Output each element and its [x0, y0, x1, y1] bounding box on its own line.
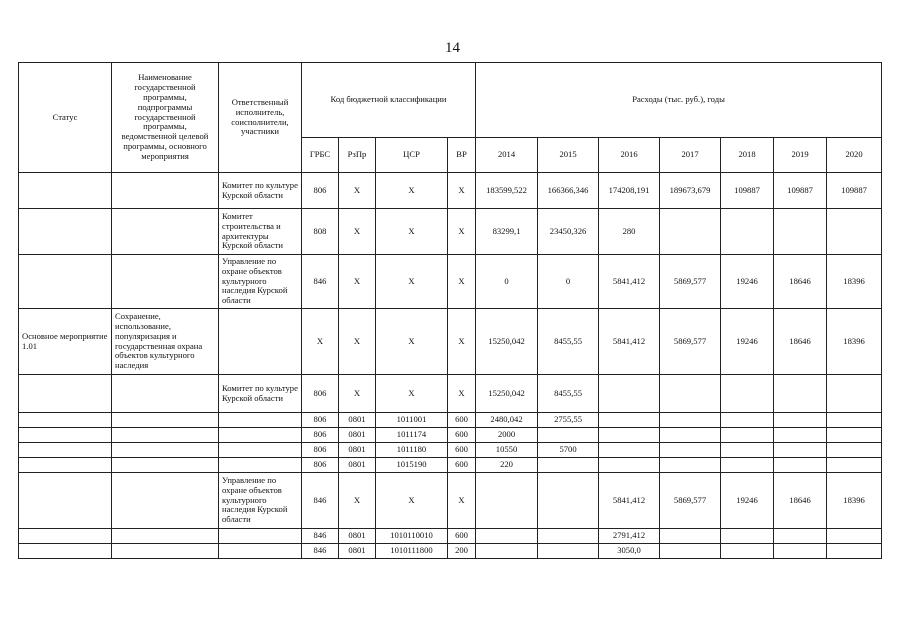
csr-cell: Х	[376, 209, 448, 255]
rzpr-cell: Х	[339, 473, 376, 529]
expense-cell	[476, 473, 538, 529]
executor-cell	[219, 428, 302, 443]
grbs-cell: 806	[302, 443, 339, 458]
executor-cell	[219, 529, 302, 544]
expense-cell	[599, 428, 660, 443]
expense-cell	[827, 544, 882, 559]
executor-cell: Управление по охране объектов культурного наследия Курской области	[219, 473, 302, 529]
name-cell	[112, 473, 219, 529]
expense-cell	[774, 209, 827, 255]
status-cell	[19, 375, 112, 413]
grbs-cell: 846	[302, 544, 339, 559]
expense-cell	[827, 413, 882, 428]
header-year: 2015	[538, 138, 599, 173]
rzpr-cell: 0801	[339, 458, 376, 473]
header-vr: ВР	[448, 138, 476, 173]
rzpr-cell: 0801	[339, 428, 376, 443]
expense-cell: 23450,326	[538, 209, 599, 255]
header-year: 2016	[599, 138, 660, 173]
status-cell	[19, 529, 112, 544]
expense-cell: 18646	[774, 473, 827, 529]
name-cell	[112, 209, 219, 255]
table-row	[19, 443, 882, 458]
rzpr-cell: Х	[339, 375, 376, 413]
table-row	[19, 255, 882, 309]
expense-cell	[476, 544, 538, 559]
expense-cell	[538, 544, 599, 559]
rzpr-cell: 0801	[339, 529, 376, 544]
name-cell	[112, 375, 219, 413]
vr-cell: 600	[448, 529, 476, 544]
status-cell	[19, 443, 112, 458]
rzpr-cell: Х	[339, 255, 376, 309]
status-cell	[19, 255, 112, 309]
csr-cell: Х	[376, 375, 448, 413]
name-cell	[112, 428, 219, 443]
expense-cell: 0	[538, 255, 599, 309]
expense-cell	[721, 529, 774, 544]
grbs-cell: Х	[302, 309, 339, 375]
vr-cell: Х	[448, 209, 476, 255]
expense-cell	[721, 443, 774, 458]
csr-cell: 1011174	[376, 428, 448, 443]
table-row	[19, 209, 882, 255]
header-name: Наименование государственной программы, подпрограммы государственной программы, ведомственной целевой программы, основного мероприятия	[112, 63, 219, 173]
expense-cell: 5869,577	[660, 255, 721, 309]
grbs-cell: 846	[302, 473, 339, 529]
vr-cell: Х	[448, 375, 476, 413]
expense-cell	[660, 443, 721, 458]
expense-cell	[660, 209, 721, 255]
executor-cell	[219, 413, 302, 428]
vr-cell: 600	[448, 428, 476, 443]
rzpr-cell: 0801	[339, 544, 376, 559]
name-cell	[112, 413, 219, 428]
grbs-cell: 806	[302, 413, 339, 428]
grbs-cell: 806	[302, 458, 339, 473]
header-grbs: ГРБС	[302, 138, 339, 173]
grbs-cell: 808	[302, 209, 339, 255]
name-cell	[112, 458, 219, 473]
header-year: 2020	[827, 138, 882, 173]
expense-cell	[660, 375, 721, 413]
expense-cell: 220	[476, 458, 538, 473]
table-row	[19, 173, 882, 209]
expense-cell	[774, 443, 827, 458]
expense-cell: 8455,55	[538, 309, 599, 375]
grbs-cell: 806	[302, 428, 339, 443]
expense-cell: 2480,042	[476, 413, 538, 428]
expense-cell: 109887	[827, 173, 882, 209]
executor-cell	[219, 309, 302, 375]
name-cell: Сохранение, использование, популяризация и государственная охрана объектов культурного наследия	[112, 309, 219, 375]
executor-cell	[219, 458, 302, 473]
vr-cell: 600	[448, 458, 476, 473]
status-cell	[19, 413, 112, 428]
rzpr-cell: Х	[339, 209, 376, 255]
executor-cell: Комитет строительства и архитектуры Курской области	[219, 209, 302, 255]
header-expenses: Расходы (тыс. руб.), годы	[476, 63, 882, 138]
grbs-cell: 806	[302, 375, 339, 413]
expense-cell: 5841,412	[599, 309, 660, 375]
expense-cell: 5869,577	[660, 309, 721, 375]
rzpr-cell: 0801	[339, 413, 376, 428]
vr-cell: Х	[448, 173, 476, 209]
expense-cell	[721, 428, 774, 443]
expense-cell	[599, 443, 660, 458]
expense-cell	[774, 458, 827, 473]
header-year: 2019	[774, 138, 827, 173]
status-cell	[19, 209, 112, 255]
vr-cell: 600	[448, 413, 476, 428]
expense-cell: 5869,577	[660, 473, 721, 529]
expense-cell: 2000	[476, 428, 538, 443]
expense-cell	[827, 443, 882, 458]
vr-cell: Х	[448, 309, 476, 375]
grbs-cell: 846	[302, 255, 339, 309]
table-row	[19, 473, 882, 529]
expense-cell	[660, 428, 721, 443]
table-row	[19, 375, 882, 413]
expense-cell: 5700	[538, 443, 599, 458]
vr-cell: 200	[448, 544, 476, 559]
expense-cell: 19246	[721, 255, 774, 309]
vr-cell: Х	[448, 255, 476, 309]
expense-cell	[721, 458, 774, 473]
rzpr-cell: Х	[339, 173, 376, 209]
name-cell	[112, 529, 219, 544]
expense-cell	[774, 428, 827, 443]
header-year: 2014	[476, 138, 538, 173]
name-cell	[112, 255, 219, 309]
expense-cell: 15250,042	[476, 375, 538, 413]
header-year: 2018	[721, 138, 774, 173]
expense-cell	[721, 544, 774, 559]
expense-cell	[721, 209, 774, 255]
table-row	[19, 413, 882, 428]
expense-cell	[827, 428, 882, 443]
expense-cell: 18646	[774, 309, 827, 375]
expense-cell	[774, 413, 827, 428]
expense-cell: 18396	[827, 255, 882, 309]
expense-cell: 109887	[774, 173, 827, 209]
header-rzpr: РзПр	[339, 138, 376, 173]
status-cell: Основное мероприятие 1.01	[19, 309, 112, 375]
expense-cell	[660, 413, 721, 428]
expense-cell: 18646	[774, 255, 827, 309]
csr-cell: Х	[376, 173, 448, 209]
expense-cell: 10550	[476, 443, 538, 458]
page-number: 14	[445, 40, 460, 56]
expense-cell: 3050,0	[599, 544, 660, 559]
expense-cell: 19246	[721, 473, 774, 529]
expense-cell	[774, 544, 827, 559]
grbs-cell: 806	[302, 173, 339, 209]
expense-cell: 183599,522	[476, 173, 538, 209]
header-executor: Ответственный исполнитель, соисполнители, участники	[219, 63, 302, 173]
expense-cell	[721, 413, 774, 428]
expense-cell	[660, 544, 721, 559]
csr-cell: Х	[376, 255, 448, 309]
expense-cell	[660, 529, 721, 544]
expense-cell	[827, 209, 882, 255]
expense-cell	[476, 529, 538, 544]
table-row	[19, 529, 882, 544]
csr-cell: 1011180	[376, 443, 448, 458]
header-csr: ЦСР	[376, 138, 448, 173]
csr-cell: 1010111800	[376, 544, 448, 559]
expense-cell: 19246	[721, 309, 774, 375]
header-budget-code: Код бюджетной классификации	[302, 63, 476, 138]
expense-cell: 5841,412	[599, 255, 660, 309]
status-cell	[19, 173, 112, 209]
expense-cell	[774, 529, 827, 544]
vr-cell: 600	[448, 443, 476, 458]
name-cell	[112, 173, 219, 209]
expense-cell	[660, 458, 721, 473]
budget-table	[18, 62, 882, 559]
executor-cell: Комитет по культуре Курской области	[219, 173, 302, 209]
expense-cell	[599, 458, 660, 473]
rzpr-cell: Х	[339, 309, 376, 375]
grbs-cell: 846	[302, 529, 339, 544]
csr-cell: 1015190	[376, 458, 448, 473]
table-row	[19, 544, 882, 559]
expense-cell	[599, 413, 660, 428]
expense-cell: 189673,679	[660, 173, 721, 209]
expense-cell: 8455,55	[538, 375, 599, 413]
expense-cell: 2755,55	[538, 413, 599, 428]
expense-cell: 15250,042	[476, 309, 538, 375]
rzpr-cell: 0801	[339, 443, 376, 458]
table-row	[19, 458, 882, 473]
expense-cell	[827, 458, 882, 473]
expense-cell	[538, 529, 599, 544]
csr-cell: Х	[376, 473, 448, 529]
expense-cell	[827, 375, 882, 413]
expense-cell: 166366,346	[538, 173, 599, 209]
name-cell	[112, 544, 219, 559]
expense-cell: 280	[599, 209, 660, 255]
expense-cell	[599, 375, 660, 413]
name-cell	[112, 443, 219, 458]
table-header-row	[19, 63, 882, 138]
executor-cell: Управление по охране объектов культурного наследия Курской области	[219, 255, 302, 309]
csr-cell: 1010110010	[376, 529, 448, 544]
expense-cell: 18396	[827, 309, 882, 375]
status-cell	[19, 458, 112, 473]
executor-cell: Комитет по культуре Курской области	[219, 375, 302, 413]
expense-cell	[538, 458, 599, 473]
expense-cell	[774, 375, 827, 413]
executor-cell	[219, 443, 302, 458]
expense-cell	[827, 529, 882, 544]
status-cell	[19, 428, 112, 443]
expense-cell: 109887	[721, 173, 774, 209]
expense-cell	[538, 473, 599, 529]
expense-cell: 83299,1	[476, 209, 538, 255]
status-cell	[19, 473, 112, 529]
expense-cell	[538, 428, 599, 443]
vr-cell: Х	[448, 473, 476, 529]
csr-cell: 1011001	[376, 413, 448, 428]
expense-cell: 18396	[827, 473, 882, 529]
table-row	[19, 428, 882, 443]
header-year: 2017	[660, 138, 721, 173]
csr-cell: Х	[376, 309, 448, 375]
expense-cell: 2791,412	[599, 529, 660, 544]
expense-cell: 0	[476, 255, 538, 309]
expense-cell: 5841,412	[599, 473, 660, 529]
status-cell	[19, 544, 112, 559]
expense-cell: 174208,191	[599, 173, 660, 209]
executor-cell	[219, 544, 302, 559]
expense-cell	[721, 375, 774, 413]
header-status: Статус	[19, 63, 112, 173]
table-row	[19, 309, 882, 375]
